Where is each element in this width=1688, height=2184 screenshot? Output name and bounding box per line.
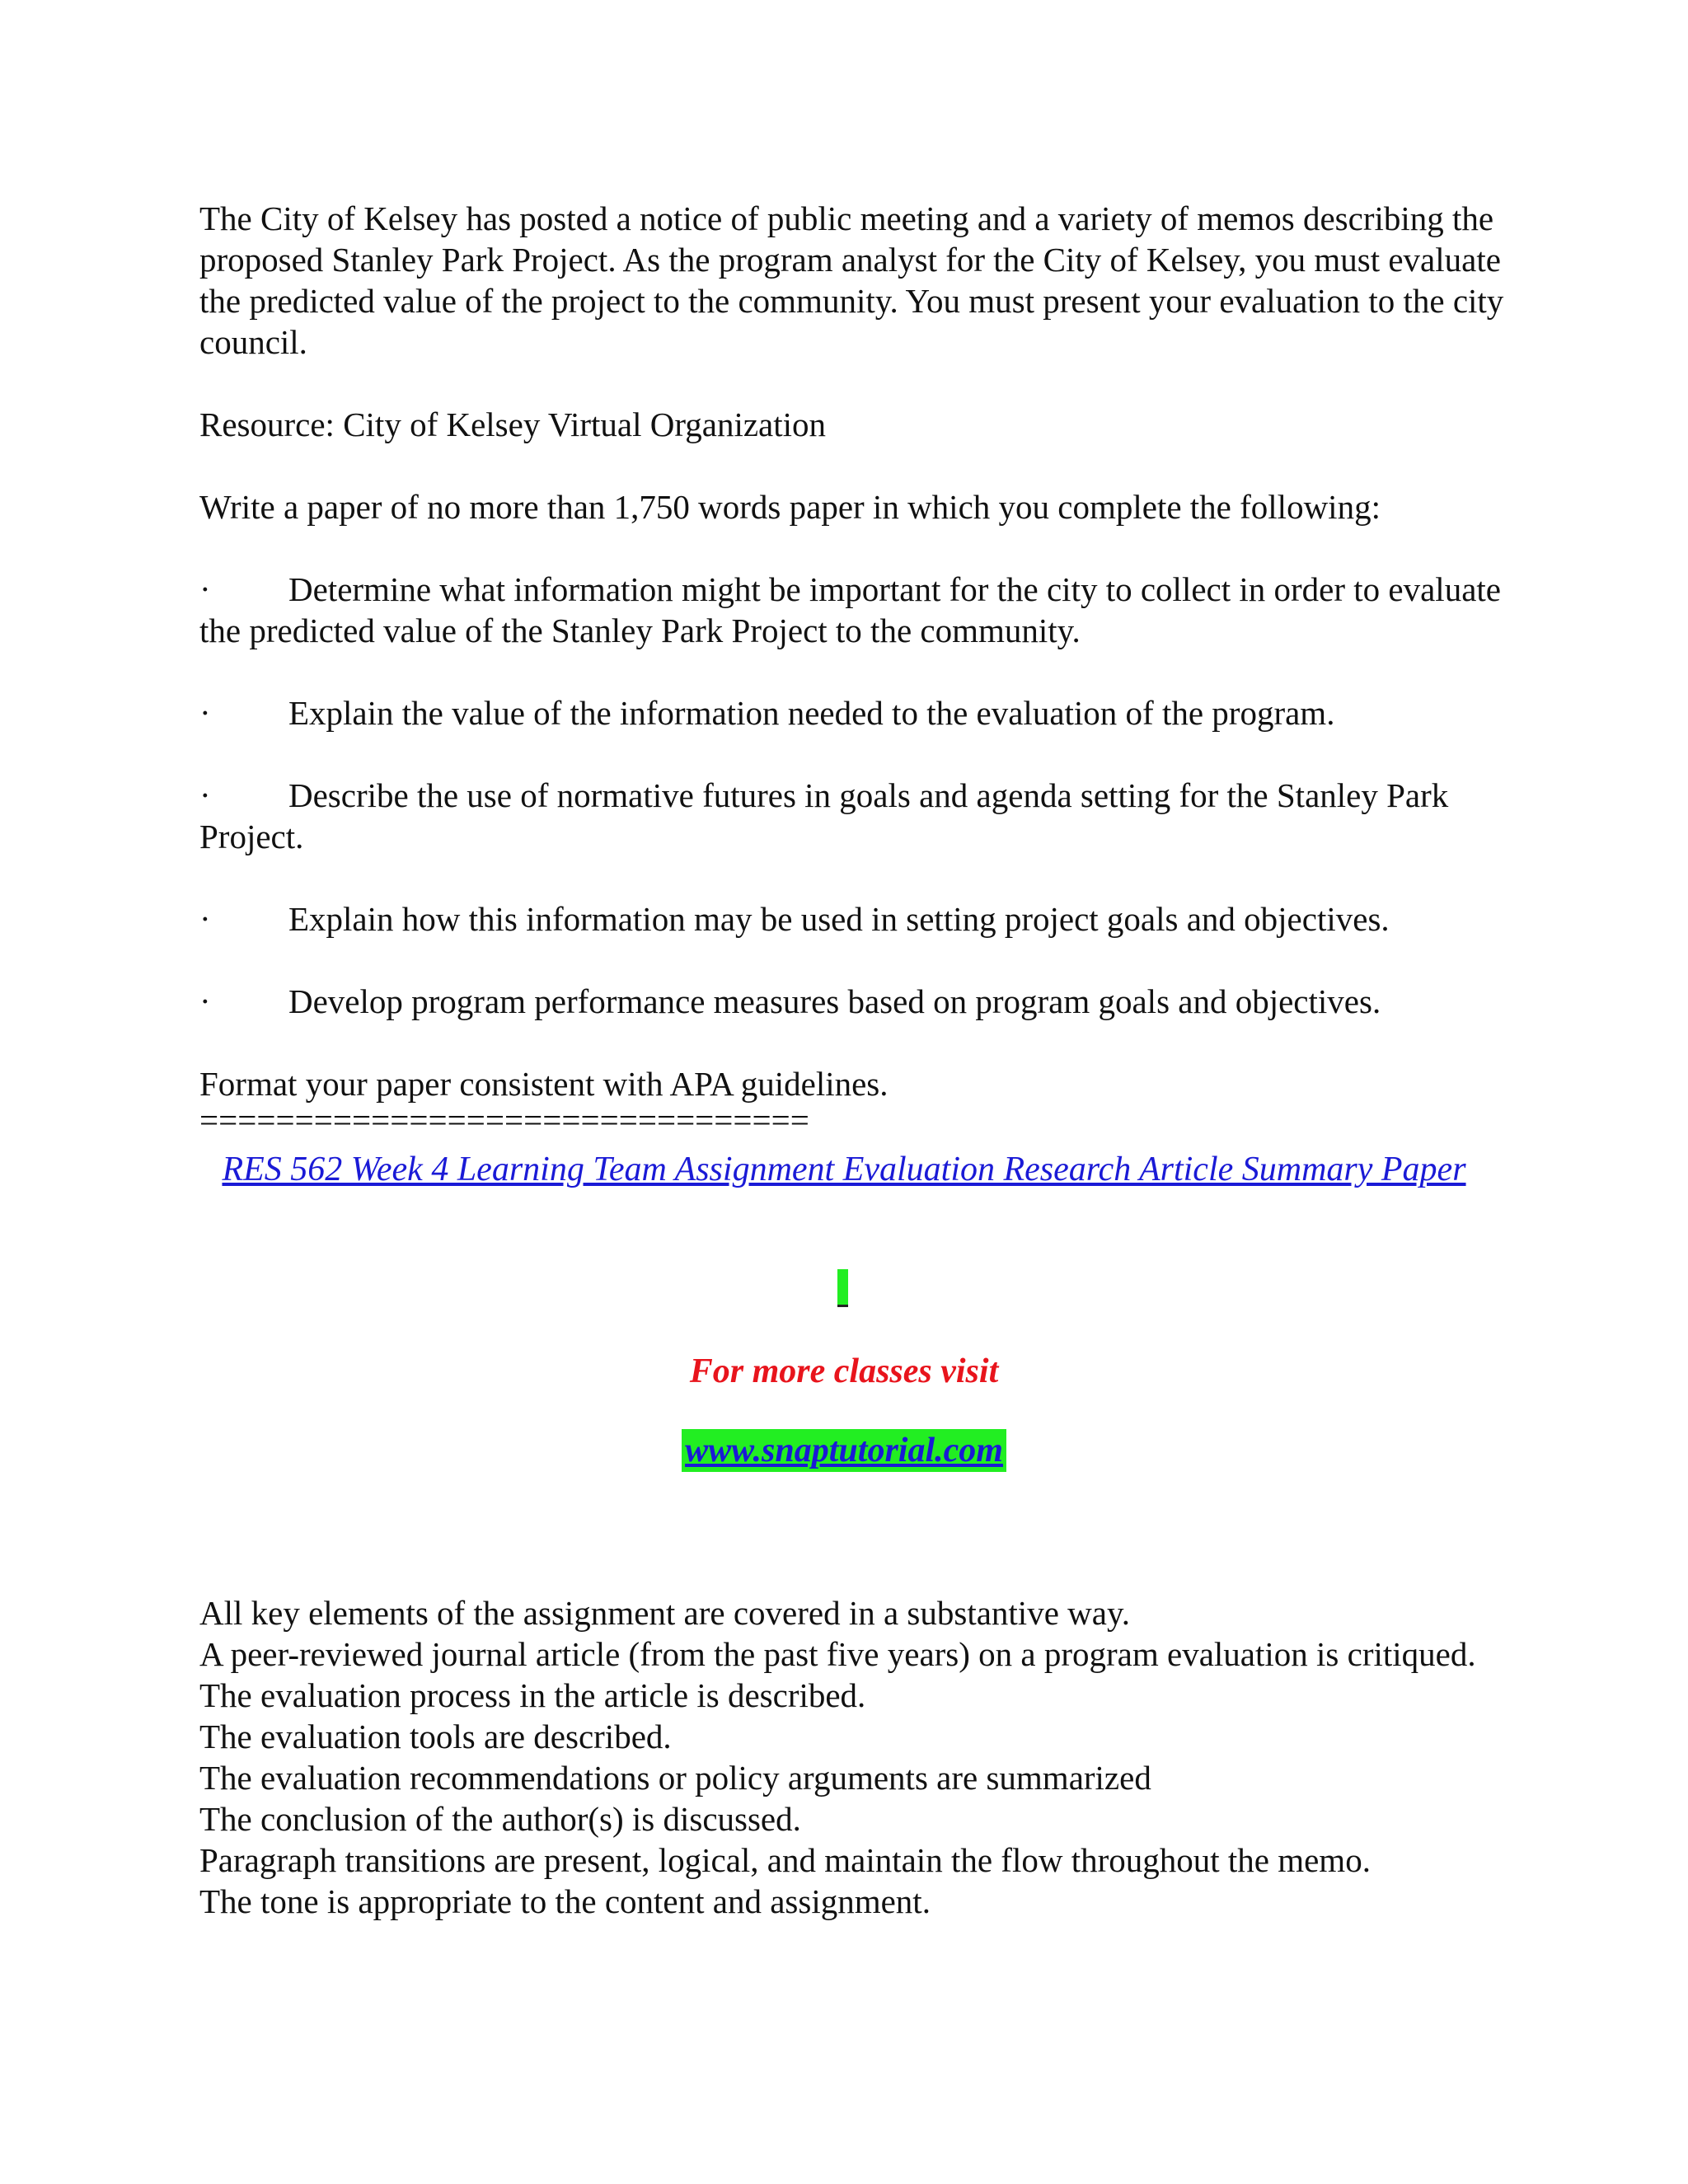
bullet-text: Develop program performance measures based on program goals and objectives. — [288, 982, 1381, 1020]
bullet-dot: · — [199, 982, 211, 1020]
criteria-item: A peer-reviewed journal article (from the past five years) on a program evaluation is critiqued. — [199, 1635, 1476, 1673]
separator-line: ================================ — [199, 1108, 809, 1132]
bullet-item — [199, 981, 1510, 1022]
promo-link-wrap — [199, 1429, 1489, 1479]
snaptutorial-link[interactable]: www.snaptutorial.com — [682, 1429, 1006, 1472]
bullet-item — [199, 775, 1510, 857]
highlight-marker — [837, 1269, 848, 1307]
promo-text: For more classes visit — [689, 1352, 999, 1390]
criteria-item: All key elements of the assignment are covered in a substantive way. — [199, 1594, 1131, 1632]
bullet-text: Explain the value of the information needed to the evaluation of the program. — [288, 694, 1335, 732]
criteria-item: Paragraph transitions are present, logical, and maintain the flow throughout the memo. — [199, 1841, 1371, 1879]
criteria-list — [199, 1592, 1510, 1922]
assignment-body — [199, 198, 1510, 1132]
intro-paragraph: The City of Kelsey has posted a notice of public meeting and a variety of memos describing the proposed Stanley Park Project. As the program analyst for the City of Kelsey, you must evaluate the predicted value of the project to the community. You must present your evaluation to the city council. — [199, 199, 1504, 361]
bullet-item — [199, 569, 1510, 651]
bullet-text: Determine what information might be important for the city to collect in order to evaluate the predicted value of the Stanley Park Project to the community. — [199, 570, 1501, 649]
bullet-text: Explain how this information may be used in setting project goals and objectives. — [288, 900, 1390, 938]
criteria-item: The evaluation recommendations or policy arguments are summarized — [199, 1759, 1151, 1797]
bullet-item — [199, 692, 1510, 733]
criteria-item: The evaluation tools are described. — [199, 1718, 672, 1755]
resource-line: Resource: City of Kelsey Virtual Organization — [199, 405, 827, 443]
bullet-item — [199, 898, 1510, 940]
criteria-item: The evaluation process in the article is described. — [199, 1676, 866, 1714]
bullet-dot: · — [199, 900, 211, 938]
assignment-link[interactable]: RES 562 Week 4 Learning Team Assignment Evaluation Research Article Summary Paper — [222, 1151, 1466, 1188]
bullet-dot: · — [199, 570, 211, 608]
format-note: Format your paper consistent with APA guidelines. — [199, 1065, 889, 1103]
criteria-item: The tone is appropriate to the content and assignment. — [199, 1882, 931, 1920]
criteria-item: The conclusion of the author(s) is discussed. — [199, 1800, 801, 1838]
bullet-dot: · — [199, 776, 211, 814]
instruction-line: Write a paper of no more than 1,750 words paper in which you complete the following: — [199, 488, 1381, 526]
bullet-dot: · — [199, 694, 211, 732]
bullet-text: Describe the use of normative futures in goals and agenda setting for the Stanley Park Project. — [199, 776, 1449, 855]
